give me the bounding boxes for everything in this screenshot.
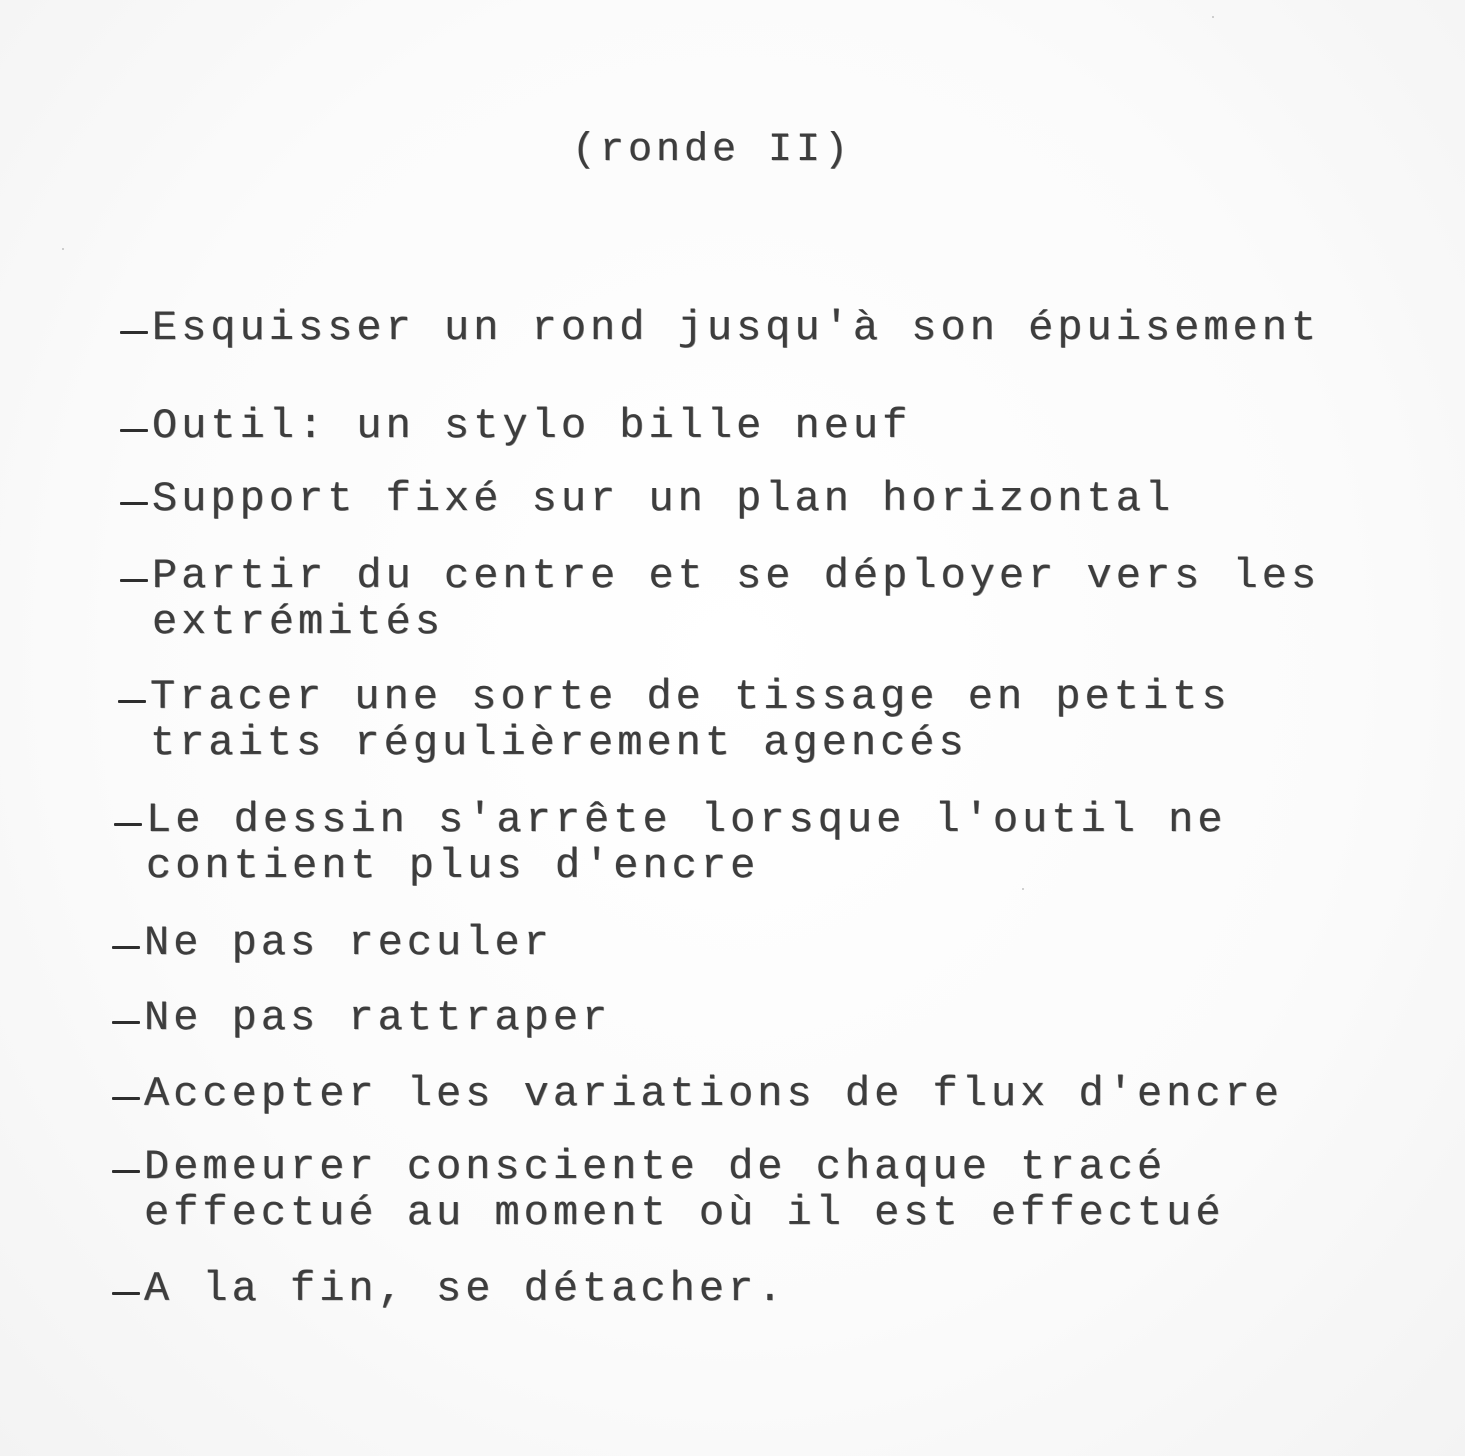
paper-speck	[62, 248, 64, 250]
instruction-line: contient plus d'encre	[146, 842, 760, 890]
instruction-line: Demeurer consciente de chaque tracé	[144, 1143, 1167, 1191]
instruction-line: Outil: un stylo bille neuf	[152, 402, 912, 450]
instruction-item	[152, 403, 911, 449]
dash-marker	[120, 429, 148, 432]
instruction-line: Ne pas rattraper	[144, 994, 612, 1042]
instruction-item	[144, 1144, 1225, 1236]
dash-marker	[120, 502, 148, 505]
instruction-item	[144, 995, 611, 1041]
dash-marker	[114, 823, 142, 826]
instruction-line: traits régulièrement agencés	[150, 719, 968, 767]
instruction-item	[144, 920, 553, 966]
instruction-item	[144, 1266, 787, 1312]
dash-marker	[112, 1021, 140, 1024]
instruction-line: A la fin, se détacher.	[144, 1265, 787, 1313]
dash-marker	[112, 946, 140, 949]
dash-marker	[118, 700, 146, 703]
instruction-line: Accepter les variations de flux d'encre	[144, 1070, 1283, 1118]
instruction-line: Support fixé sur un plan horizontal	[152, 475, 1175, 523]
dash-marker	[112, 1170, 140, 1173]
instruction-item	[144, 1071, 1283, 1117]
instruction-item	[152, 553, 1320, 645]
dash-marker	[120, 579, 148, 582]
instruction-item	[152, 476, 1174, 522]
instruction-line: Le dessin s'arrête lorsque l'outil ne	[146, 796, 1227, 844]
instruction-line: Partir du centre et se déployer vers les	[152, 552, 1321, 600]
instruction-line: extrémités	[152, 598, 445, 646]
dash-marker	[120, 331, 148, 334]
instruction-line: effectué au moment où il est effectué	[144, 1189, 1225, 1237]
instruction-item	[150, 674, 1231, 766]
page-title: (ronde II)	[572, 128, 853, 173]
instruction-line: Esquisser un rond jusqu'à son épuisement	[152, 304, 1321, 352]
instruction-line: Tracer une sorte de tissage en petits	[150, 673, 1231, 721]
instruction-line: Ne pas reculer	[144, 919, 553, 967]
instruction-item	[152, 305, 1320, 351]
dash-marker	[112, 1097, 140, 1100]
instruction-item	[146, 797, 1227, 889]
dash-marker	[112, 1292, 140, 1295]
paper-speck	[1212, 16, 1214, 18]
